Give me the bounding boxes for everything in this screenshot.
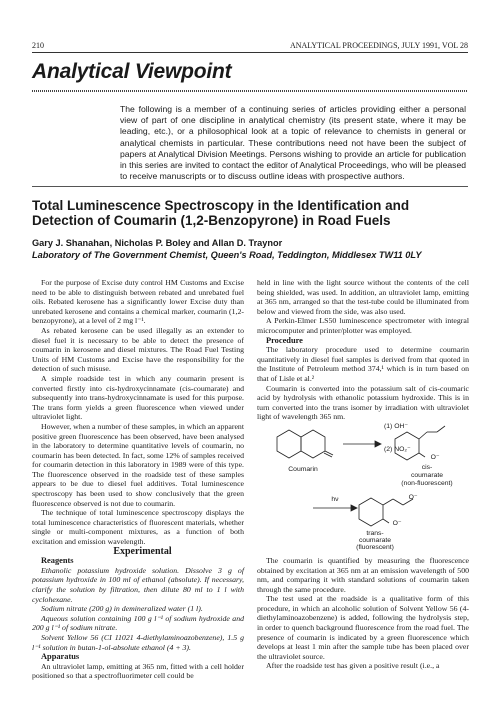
o-minus-label: O⁻	[392, 519, 402, 527]
article-title: Total Luminescence Spectroscopy in the Identification and Detection of Coumarin (1,2-Benzopyrone) in Road Fuels	[32, 198, 410, 228]
scheme-reagent-1: (1) OH⁻	[384, 422, 408, 430]
scheme-reagent-2: (2) NO₂⁻	[384, 445, 411, 453]
paragraph: However, when a number of these samples, in which an apparent positive green fluorescence has been observed, have been analysed in the laboratory to determine quantitative levels of coumarin, no coumarin has been detected. In fact, some 12% of samples received for coumarin detection in this laboratory in 1989 were of this type. The fluorescence observed in the roadside test of these samples appears to be due to diesel fuel additives. Total luminescence spectroscopy has been used to show conclusively that the green fluorescence observed is not due to coumarin.	[32, 421, 244, 508]
left-column	[32, 278, 244, 681]
coumarin-benzene-ring	[277, 430, 301, 458]
hv-label: hν	[331, 495, 339, 503]
coumarin-label: Coumarin	[288, 465, 318, 473]
reagent-item: Ethanolic potassium hydroxide solution. Dissolve 3 g of potassium hydroxide in 100 ml of ethanol (absolute). If necessary, clarify the solution by filtration, then dilute 80 ml to 1 l with cyclohexane.	[32, 565, 244, 604]
cis-label: coumarate	[410, 471, 444, 479]
paragraph: As rebated kerosene can be used illegally as an extender to diesel fuel it is necessary to be able to detect the presence of coumarin in kerosene and diesel mixtures. The Road Fuel Testing Units of HM Customs and Excise have the responsibility for the detection of such misuse.	[32, 325, 244, 374]
o-minus-label: O⁻	[430, 453, 440, 461]
trans-coumarate-ring	[359, 498, 383, 526]
paragraph: The laboratory procedure used to determine coumarin quantitatively in diesel fuel samples is derived from that quoted in the Institute of Petroleum method 374,¹ which is in turn based on that of Lisle et al.²	[257, 345, 469, 383]
article-authors: Gary J. Shanahan, Nicholas P. Boley and Allan D. Traynor	[32, 238, 283, 248]
trans-label: (fluorescent)	[356, 543, 394, 551]
paragraph: The test used at the roadside is a qualitative form of this procedure, in which an alcoholic solution of Solvent Yellow 56 (4-diethylaminoazobenzene) is added, following the hydrolysis step, in order to quench background fluorescence from the road fuel. The presence of coumarin is indicated by a green fluorescence which develops at least 1 min after the sample tube has been placed over the ultraviolet source.	[257, 594, 469, 661]
page-number: 210	[32, 41, 44, 50]
cis-label: (non-fluorescent)	[401, 479, 453, 487]
paragraph: The technique of total luminescence spectroscopy displays the total luminescence characteristics of fluorescent materials, whether single or multi-component mixtures, as a function of both excitation and emission wavelength.	[32, 508, 244, 547]
series-intro: The following is a member of a continuing series of articles providing either a personal view of part of one discipline in analytical chemistry (its present state, where it may be leading, etc.), or a philosophical look at a topic of relevance to chemists in general or analytical chemists in particular. These contributions need not have been the subject of papers at Analytical Division Meetings. Persons wishing to provide an article for publication in this series are invited to contact the editor of Analytical Proceedings, who will be pleased to receive manuscripts or to discuss outline ideas with prospective authors.	[120, 104, 466, 182]
trans-label: coumarate	[358, 536, 392, 544]
article-affiliation: Laboratory of The Government Chemist, Queen's Road, Teddington, Middlesex TW11 0LY	[32, 250, 422, 260]
paragraph: For the purpose of Excise duty control HM Customs and Excise need to be able to distinguish between rebated and unrebated fuel oils. Rebated kerosene has a significantly lower Excise duty than unrebated kerosene and contains a chemical marker, coumarin (1,2-benzopyrone), at a level of 2 mg l⁻¹.	[32, 278, 244, 326]
trans-label: trans-	[366, 529, 384, 537]
header-rule	[32, 52, 468, 53]
section-rule	[32, 90, 468, 92]
apparatus-heading: Apparatus	[41, 652, 80, 662]
reagents-heading: Reagents	[41, 556, 74, 566]
paragraph: A simple roadside test in which any coumarin present is converted firstly into cis-hydroxycinnamate (cis-coumarate) and subsequently into trans-hydroxycinnamate is used for this purpose. The trans form yields a green fluorescence when viewed under ultraviolet light.	[32, 373, 244, 422]
paragraph: held in line with the light source without the contents of the cell being shielded, was used. In addition, an ultraviolet lamp, emitting at 365 nm, arranged so that the test-tube could be illuminated from below and viewed from the side, was also used.	[257, 278, 469, 316]
section-title: Analytical Viewpoint	[32, 60, 232, 83]
reaction-scheme	[257, 424, 469, 552]
experimental-heading: Experimental	[113, 545, 172, 557]
procedure-heading: Procedure	[266, 335, 303, 345]
reagent-item: Aqueous solution containing 100 g l⁻¹ of sodium hydroxide and 200 g l⁻¹ of sodium nitrate.	[32, 613, 244, 633]
coumarin-pyrone-ring	[301, 430, 325, 458]
paragraph: An ultraviolet lamp, emitting at 365 nm, fitted with a cell holder positioned so that a spectrofluorimeter cell could be	[32, 661, 244, 681]
paragraph: Coumarin is converted into the potassium salt of cis-coumaric acid by hydrolysis with ethanolic potassium hydroxide. This is in turn converted into the trans isomer by irradiation with ultraviolet light of wavelength 365 nm.	[257, 383, 469, 422]
intro-rule	[32, 186, 468, 187]
paragraph: After the roadside test has given a positive result (i.e., a	[266, 661, 440, 671]
reagent-item: Solvent Yellow 56 (CI 11021 4-diethylaminoazobenzene), 1.5 g l⁻¹ solution in butan-1-ol-absolute ethanol (4 + 3).	[32, 632, 244, 652]
paragraph: The coumarin is quantified by measuring the fluorescence obtained by excitation at 365 nm at an emission wavelength of 500 nm, and comparing it with standard solutions of coumarin taken through the same procedure.	[257, 555, 469, 594]
cis-label: cis-	[421, 463, 433, 471]
reagent-item: Sodium nitrate (200 g) in demineralized water (1 l).	[41, 604, 203, 614]
running-header: ANALYTICAL PROCEEDINGS, JULY 1991, VOL 28	[289, 41, 468, 50]
o-minus-label: O⁻	[408, 493, 418, 501]
paragraph: A Perkin-Elmer LS50 luminescence spectrometer with integral microcomputer and printer/plotter was employed.	[257, 316, 469, 335]
right-column	[257, 278, 469, 671]
